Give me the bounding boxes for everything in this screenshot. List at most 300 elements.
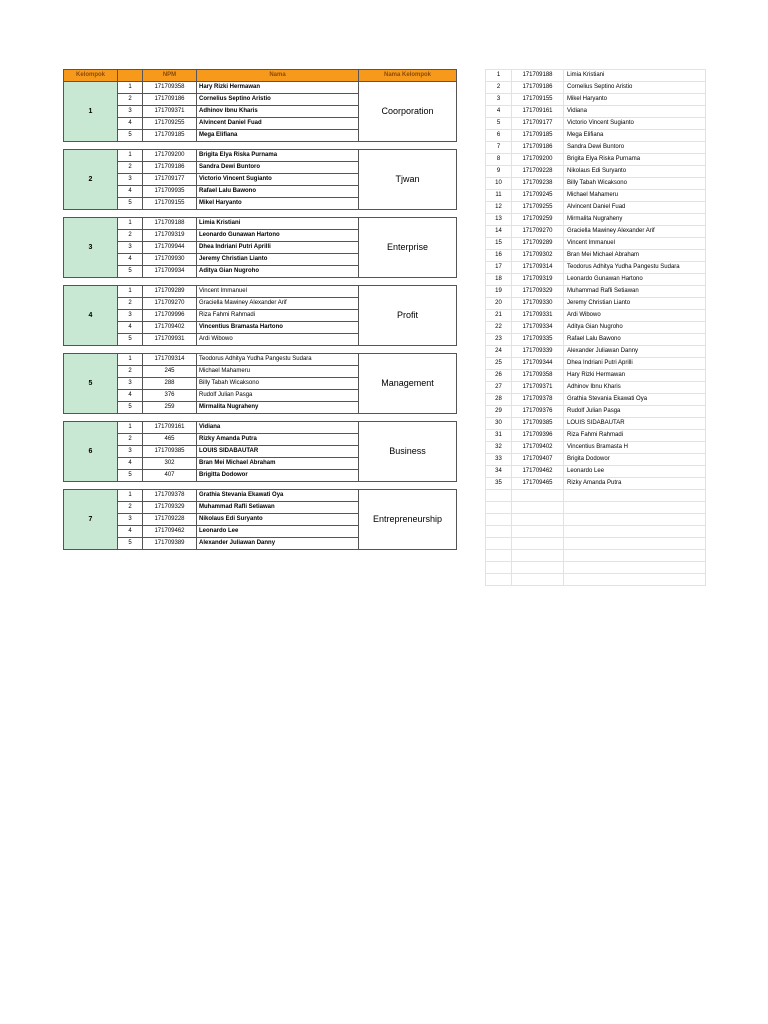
member-npm-cell: 171709329 xyxy=(143,502,197,514)
member-name-cell: Rizky Amanda Putra xyxy=(197,434,359,446)
member-no-cell: 2 xyxy=(118,502,143,514)
list-name-cell: Adhinov Ibnu Kharis xyxy=(564,382,706,394)
member-npm-cell: 465 xyxy=(143,434,197,446)
list-npm-cell: 171709402 xyxy=(512,442,564,454)
spacer-cell xyxy=(64,482,457,490)
member-list-row xyxy=(486,214,706,226)
member-name-cell: Teodorus Adhitya Yudha Pangestu Sudara xyxy=(197,354,359,366)
member-list-row xyxy=(486,394,706,406)
list-no-cell: 11 xyxy=(486,190,512,202)
list-npm-cell: 171709339 xyxy=(512,346,564,358)
member-name-cell: Rafael Lalu Bawono xyxy=(197,186,359,198)
list-npm-cell xyxy=(512,574,564,586)
member-npm-cell: 171709177 xyxy=(143,174,197,186)
list-name-cell: Muhammad Rafli Setiawan xyxy=(564,286,706,298)
list-npm-cell xyxy=(512,490,564,502)
list-name-cell xyxy=(564,562,706,574)
member-list-row xyxy=(486,490,706,502)
list-name-cell: Aditya Gian Nugroho xyxy=(564,322,706,334)
list-name-cell: Brigita Dodowor xyxy=(564,454,706,466)
list-no-cell: 25 xyxy=(486,358,512,370)
list-no-cell: 18 xyxy=(486,274,512,286)
header-no xyxy=(118,70,143,82)
list-no-cell xyxy=(486,526,512,538)
member-list-row xyxy=(486,154,706,166)
member-list-row xyxy=(486,274,706,286)
list-name-cell: Teodorus Adhitya Yudha Pangestu Sudara xyxy=(564,262,706,274)
member-list-row xyxy=(486,298,706,310)
member-no-cell: 5 xyxy=(118,470,143,482)
member-name-cell: Graciella Mawiney Alexander Arif xyxy=(197,298,359,310)
group-spacer-row xyxy=(64,414,457,422)
list-npm-cell: 171709259 xyxy=(512,214,564,226)
list-name-cell: Vincentius Bramasta H xyxy=(564,442,706,454)
member-list-row xyxy=(486,370,706,382)
member-name-cell: Billy Tabah Wicaksono xyxy=(197,378,359,390)
list-npm-cell: 171709371 xyxy=(512,382,564,394)
member-npm-cell: 171709270 xyxy=(143,298,197,310)
member-npm-cell: 302 xyxy=(143,458,197,470)
list-name-cell: Grathia Stevania Ekawati Oya xyxy=(564,394,706,406)
member-list-row xyxy=(486,82,706,94)
list-no-cell: 31 xyxy=(486,430,512,442)
member-name-cell: Ardi Wibowo xyxy=(197,334,359,346)
list-name-cell: Leonardo Gunawan Hartono xyxy=(564,274,706,286)
member-npm-cell: 171709358 xyxy=(143,82,197,94)
list-name-cell: Mirmalita Nugraheny xyxy=(564,214,706,226)
member-name-cell: Victorio Vincent Sugianto xyxy=(197,174,359,186)
group-name-cell: Tjwan xyxy=(359,150,457,210)
list-name-cell: Brigita Elya Riska Purnama xyxy=(564,154,706,166)
list-name-cell: Graciella Mawiney Alexander Arif xyxy=(564,226,706,238)
group-row xyxy=(64,354,457,366)
list-no-cell: 29 xyxy=(486,406,512,418)
list-name-cell xyxy=(564,574,706,586)
list-no-cell: 34 xyxy=(486,466,512,478)
list-npm-cell: 171709289 xyxy=(512,238,564,250)
member-name-cell: Adhinov Ibnu Kharis xyxy=(197,106,359,118)
member-list-row xyxy=(486,130,706,142)
list-no-cell: 5 xyxy=(486,118,512,130)
list-npm-cell xyxy=(512,550,564,562)
member-name-cell: Vincentius Bramasta Hartono xyxy=(197,322,359,334)
member-name-cell: Nikolaus Edi Suryanto xyxy=(197,514,359,526)
member-list-row xyxy=(486,94,706,106)
list-name-cell: Nikolaus Edi Suryanto xyxy=(564,166,706,178)
group-number-cell: 7 xyxy=(64,490,118,550)
list-no-cell: 9 xyxy=(486,166,512,178)
member-no-cell: 1 xyxy=(118,150,143,162)
list-no-cell: 16 xyxy=(486,250,512,262)
list-npm-cell: 171709185 xyxy=(512,130,564,142)
member-npm-cell: 171709185 xyxy=(143,130,197,142)
list-npm-cell: 171709376 xyxy=(512,406,564,418)
member-name-cell: Limia Kristiani xyxy=(197,218,359,230)
list-name-cell: Mikel Haryanto xyxy=(564,94,706,106)
list-no-cell xyxy=(486,550,512,562)
list-npm-cell: 171709270 xyxy=(512,226,564,238)
member-list-row xyxy=(486,178,706,190)
member-name-cell: Rudolf Julian Pasga xyxy=(197,390,359,402)
group-number-cell: 2 xyxy=(64,150,118,210)
list-name-cell xyxy=(564,490,706,502)
member-name-cell: Mirmalita Nugraheny xyxy=(197,402,359,414)
member-npm-cell: 171709314 xyxy=(143,354,197,366)
member-name-cell: Riza Fahmi Rahmadi xyxy=(197,310,359,322)
list-no-cell: 21 xyxy=(486,310,512,322)
member-name-cell: Michael Mahameru xyxy=(197,366,359,378)
list-no-cell xyxy=(486,538,512,550)
group-name-cell: Entrepreneurship xyxy=(359,490,457,550)
list-no-cell: 1 xyxy=(486,70,512,82)
member-no-cell: 3 xyxy=(118,106,143,118)
group-name-cell: Management xyxy=(359,354,457,414)
member-list-row xyxy=(486,406,706,418)
list-no-cell: 14 xyxy=(486,226,512,238)
group-spacer-row xyxy=(64,210,457,218)
list-name-cell: Vincent Immanuel xyxy=(564,238,706,250)
member-no-cell: 3 xyxy=(118,310,143,322)
group-row xyxy=(64,218,457,230)
list-name-cell: Mega Elifiana xyxy=(564,130,706,142)
list-no-cell xyxy=(486,502,512,514)
list-name-cell: Sandra Dewi Buntoro xyxy=(564,142,706,154)
list-no-cell: 10 xyxy=(486,178,512,190)
member-npm-cell: 171709319 xyxy=(143,230,197,242)
member-name-cell: Brigitta Dodowor xyxy=(197,470,359,482)
list-no-cell: 35 xyxy=(486,478,512,490)
member-name-cell: Jeremy Christian Lianto xyxy=(197,254,359,266)
list-no-cell: 7 xyxy=(486,142,512,154)
list-name-cell xyxy=(564,538,706,550)
member-list-row xyxy=(486,322,706,334)
list-no-cell: 20 xyxy=(486,298,512,310)
group-row xyxy=(64,150,457,162)
member-no-cell: 4 xyxy=(118,322,143,334)
list-no-cell: 22 xyxy=(486,322,512,334)
list-npm-cell: 171709186 xyxy=(512,82,564,94)
group-table-header xyxy=(64,70,457,82)
list-name-cell: Hary Rizki Hermawan xyxy=(564,370,706,382)
member-npm-cell: 171709996 xyxy=(143,310,197,322)
member-list-row xyxy=(486,526,706,538)
list-no-cell: 12 xyxy=(486,202,512,214)
list-no-cell xyxy=(486,574,512,586)
list-npm-cell: 171709200 xyxy=(512,154,564,166)
list-npm-cell: 171709378 xyxy=(512,394,564,406)
group-number-cell: 6 xyxy=(64,422,118,482)
list-npm-cell: 171709462 xyxy=(512,466,564,478)
member-list-row xyxy=(486,238,706,250)
member-list-row xyxy=(486,382,706,394)
member-list-row xyxy=(486,310,706,322)
list-name-cell: Alvincent Daniel Fuad xyxy=(564,202,706,214)
member-npm-cell: 407 xyxy=(143,470,197,482)
list-name-cell: Limia Kristiani xyxy=(564,70,706,82)
member-no-cell: 1 xyxy=(118,490,143,502)
member-no-cell: 1 xyxy=(118,218,143,230)
list-name-cell: Billy Tabah Wicaksono xyxy=(564,178,706,190)
member-no-cell: 5 xyxy=(118,538,143,550)
member-list-row xyxy=(486,550,706,562)
list-npm-cell xyxy=(512,502,564,514)
member-list-row xyxy=(486,142,706,154)
member-list-row xyxy=(486,226,706,238)
member-name-cell: Mikel Haryanto xyxy=(197,198,359,210)
list-name-cell: Dhea Indriani Putri Aprilli xyxy=(564,358,706,370)
group-row xyxy=(64,422,457,434)
list-npm-cell xyxy=(512,514,564,526)
list-name-cell xyxy=(564,502,706,514)
list-npm-cell: 171709385 xyxy=(512,418,564,430)
member-npm-cell: 171709255 xyxy=(143,118,197,130)
member-npm-cell: 171709462 xyxy=(143,526,197,538)
list-name-cell: Michael Mahameru xyxy=(564,190,706,202)
member-no-cell: 5 xyxy=(118,402,143,414)
member-no-cell: 4 xyxy=(118,118,143,130)
group-spacer-row xyxy=(64,142,457,150)
member-no-cell: 4 xyxy=(118,390,143,402)
spacer-cell xyxy=(64,142,457,150)
list-npm-cell: 171709238 xyxy=(512,178,564,190)
list-npm-cell xyxy=(512,526,564,538)
list-name-cell: Rafael Lalu Bawono xyxy=(564,334,706,346)
member-list-row xyxy=(486,562,706,574)
member-list-row xyxy=(486,286,706,298)
spacer-cell xyxy=(64,346,457,354)
list-no-cell: 27 xyxy=(486,382,512,394)
member-name-cell: Vidiana xyxy=(197,422,359,434)
group-row xyxy=(64,286,457,298)
member-no-cell: 3 xyxy=(118,174,143,186)
member-npm-cell: 376 xyxy=(143,390,197,402)
list-npm-cell: 171709255 xyxy=(512,202,564,214)
list-npm-cell: 171709334 xyxy=(512,322,564,334)
list-no-cell: 17 xyxy=(486,262,512,274)
list-name-cell: Victorio Vincent Sugianto xyxy=(564,118,706,130)
member-npm-cell: 171709188 xyxy=(143,218,197,230)
member-no-cell: 5 xyxy=(118,130,143,142)
member-no-cell: 3 xyxy=(118,378,143,390)
list-npm-cell: 171709358 xyxy=(512,370,564,382)
list-no-cell: 8 xyxy=(486,154,512,166)
list-npm-cell xyxy=(512,562,564,574)
member-npm-cell: 171709934 xyxy=(143,266,197,278)
member-list-row xyxy=(486,442,706,454)
member-list-row xyxy=(486,418,706,430)
header-nama: Nama xyxy=(197,70,359,82)
group-number-cell: 4 xyxy=(64,286,118,346)
member-list-row xyxy=(486,454,706,466)
member-name-cell: Sandra Dewi Buntoro xyxy=(197,162,359,174)
member-name-cell: Leonardo Lee xyxy=(197,526,359,538)
member-list-row xyxy=(486,478,706,490)
list-npm-cell: 171709186 xyxy=(512,142,564,154)
member-list-row xyxy=(486,202,706,214)
list-no-cell: 33 xyxy=(486,454,512,466)
list-npm-cell: 171709314 xyxy=(512,262,564,274)
list-name-cell: Ardi Wibowo xyxy=(564,310,706,322)
spacer-cell xyxy=(64,278,457,286)
member-list-row xyxy=(486,70,706,82)
list-name-cell: Alexander Juliawan Danny xyxy=(564,346,706,358)
member-no-cell: 2 xyxy=(118,298,143,310)
member-npm-cell: 171709200 xyxy=(143,150,197,162)
list-npm-cell: 171709245 xyxy=(512,190,564,202)
list-name-cell: Rizky Amanda Putra xyxy=(564,478,706,490)
member-npm-cell: 171709371 xyxy=(143,106,197,118)
member-no-cell: 5 xyxy=(118,334,143,346)
member-npm-cell: 171709161 xyxy=(143,422,197,434)
member-name-cell: Aditya Gian Nugroho xyxy=(197,266,359,278)
member-name-cell: Mega Elifiana xyxy=(197,130,359,142)
member-list-row xyxy=(486,190,706,202)
list-name-cell: Riza Fahmi Rahmadi xyxy=(564,430,706,442)
member-name-cell: Alvincent Daniel Fuad xyxy=(197,118,359,130)
member-name-cell: LOUIS SIDABAUTAR xyxy=(197,446,359,458)
list-npm-cell: 171709331 xyxy=(512,310,564,322)
member-list-row xyxy=(486,118,706,130)
group-row xyxy=(64,82,457,94)
member-name-cell: Muhammad Rafli Setiawan xyxy=(197,502,359,514)
list-no-cell: 32 xyxy=(486,442,512,454)
member-no-cell: 5 xyxy=(118,266,143,278)
member-list-row xyxy=(486,466,706,478)
member-no-cell: 1 xyxy=(118,422,143,434)
list-npm-cell: 171709407 xyxy=(512,454,564,466)
list-name-cell: Vidiana xyxy=(564,106,706,118)
member-npm-cell: 171709186 xyxy=(143,162,197,174)
list-npm-cell: 171709319 xyxy=(512,274,564,286)
member-name-cell: Cornelius Septino Aristio xyxy=(197,94,359,106)
member-list-row xyxy=(486,358,706,370)
list-name-cell xyxy=(564,526,706,538)
member-list-row xyxy=(486,538,706,550)
spacer-cell xyxy=(64,210,457,218)
list-no-cell xyxy=(486,490,512,502)
member-name-cell: Grathia Stevania Ekawati Oya xyxy=(197,490,359,502)
member-npm-cell: 259 xyxy=(143,402,197,414)
list-no-cell: 24 xyxy=(486,346,512,358)
member-list-table xyxy=(485,69,706,586)
list-no-cell xyxy=(486,514,512,526)
member-list-row xyxy=(486,166,706,178)
member-no-cell: 1 xyxy=(118,82,143,94)
spacer-cell xyxy=(64,414,457,422)
list-npm-cell: 171709465 xyxy=(512,478,564,490)
member-no-cell: 2 xyxy=(118,230,143,242)
member-npm-cell: 288 xyxy=(143,378,197,390)
member-npm-cell: 171709378 xyxy=(143,490,197,502)
list-no-cell: 30 xyxy=(486,418,512,430)
group-name-cell: Business xyxy=(359,422,457,482)
list-name-cell xyxy=(564,514,706,526)
list-no-cell: 4 xyxy=(486,106,512,118)
header-npm: NPM xyxy=(143,70,197,82)
group-name-cell: Profit xyxy=(359,286,457,346)
member-list-row xyxy=(486,262,706,274)
list-no-cell: 13 xyxy=(486,214,512,226)
member-name-cell: Vincent Immanuel xyxy=(197,286,359,298)
list-name-cell: LOUIS SIDABAUTAR xyxy=(564,418,706,430)
list-no-cell: 23 xyxy=(486,334,512,346)
group-number-cell: 5 xyxy=(64,354,118,414)
list-no-cell: 6 xyxy=(486,130,512,142)
group-number-cell: 3 xyxy=(64,218,118,278)
list-name-cell: Bran Mei Michael Abraham xyxy=(564,250,706,262)
header-kelompok: Kelompok xyxy=(64,70,118,82)
member-npm-cell: 245 xyxy=(143,366,197,378)
member-list-row xyxy=(486,514,706,526)
member-name-cell: Alexander Juliawan Danny xyxy=(197,538,359,550)
list-no-cell xyxy=(486,562,512,574)
member-no-cell: 3 xyxy=(118,242,143,254)
member-list-row xyxy=(486,250,706,262)
member-no-cell: 4 xyxy=(118,458,143,470)
list-no-cell: 2 xyxy=(486,82,512,94)
member-name-cell: Bran Mei Michael Abraham xyxy=(197,458,359,470)
group-spacer-row xyxy=(64,482,457,490)
list-no-cell: 19 xyxy=(486,286,512,298)
list-name-cell xyxy=(564,550,706,562)
member-npm-cell: 171709289 xyxy=(143,286,197,298)
member-no-cell: 4 xyxy=(118,186,143,198)
member-npm-cell: 171709944 xyxy=(143,242,197,254)
list-name-cell: Jeremy Christian Lianto xyxy=(564,298,706,310)
member-no-cell: 3 xyxy=(118,446,143,458)
list-name-cell: Rudolf Julian Pasga xyxy=(564,406,706,418)
group-table xyxy=(63,69,457,550)
member-list-row xyxy=(486,574,706,586)
member-npm-cell: 171709389 xyxy=(143,538,197,550)
header-nama-kelompok: Nama Kelompok xyxy=(359,70,457,82)
member-no-cell: 4 xyxy=(118,254,143,266)
list-npm-cell: 171709302 xyxy=(512,250,564,262)
member-name-cell: Hary Rizki Hermawan xyxy=(197,82,359,94)
list-npm-cell: 171709335 xyxy=(512,334,564,346)
member-no-cell: 2 xyxy=(118,162,143,174)
member-npm-cell: 171709155 xyxy=(143,198,197,210)
member-list-body xyxy=(486,70,706,586)
list-npm-cell: 171709155 xyxy=(512,94,564,106)
list-npm-cell: 171709228 xyxy=(512,166,564,178)
list-npm-cell: 171709188 xyxy=(512,70,564,82)
member-no-cell: 3 xyxy=(118,514,143,526)
member-no-cell: 2 xyxy=(118,434,143,446)
group-spacer-row xyxy=(64,346,457,354)
list-npm-cell xyxy=(512,538,564,550)
member-no-cell: 5 xyxy=(118,198,143,210)
member-npm-cell: 171709228 xyxy=(143,514,197,526)
list-name-cell: Cornelius Septino Aristio xyxy=(564,82,706,94)
list-npm-cell: 171709161 xyxy=(512,106,564,118)
member-name-cell: Dhea Indriani Putri Aprilli xyxy=(197,242,359,254)
group-row xyxy=(64,490,457,502)
member-list-row xyxy=(486,430,706,442)
member-npm-cell: 171709935 xyxy=(143,186,197,198)
member-list-row xyxy=(486,106,706,118)
member-npm-cell: 171709385 xyxy=(143,446,197,458)
group-number-cell: 1 xyxy=(64,82,118,142)
group-spacer-row xyxy=(64,278,457,286)
member-npm-cell: 171709930 xyxy=(143,254,197,266)
member-name-cell: Brigita Elya Riska Purnama xyxy=(197,150,359,162)
member-no-cell: 1 xyxy=(118,354,143,366)
list-npm-cell: 171709177 xyxy=(512,118,564,130)
member-list-row xyxy=(486,334,706,346)
list-no-cell: 28 xyxy=(486,394,512,406)
group-name-cell: Enterprise xyxy=(359,218,457,278)
